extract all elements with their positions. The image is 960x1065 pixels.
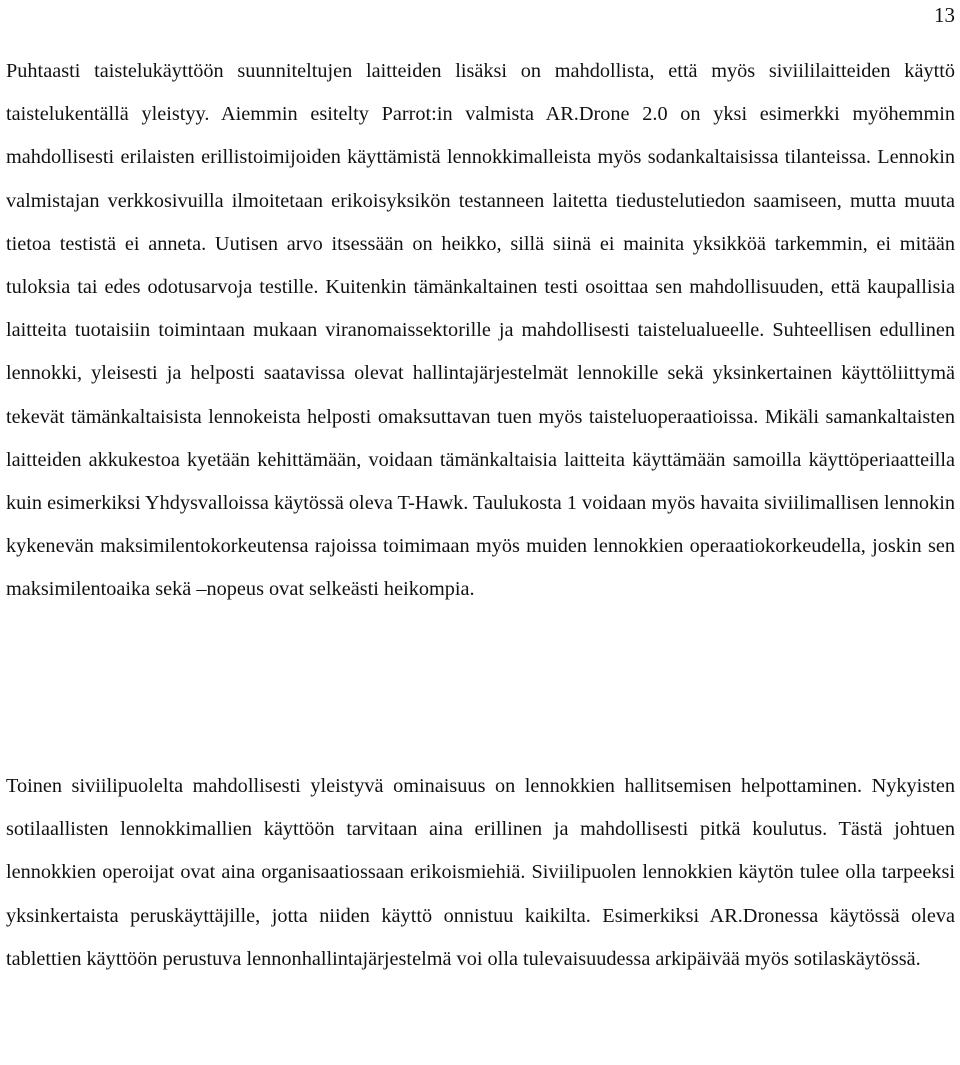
page-number: 13 (934, 3, 955, 27)
paragraph-civilian-drones-in-combat: Puhtaasti taistelukäyttöön suunniteltujen laitteiden lisäksi on mahdollista, että myös siviililaitteiden käyttö taistelukentällä yleistyy. Aiemmin esitelty Parrot:in valmista AR.Drone 2.0 on yksi esimerkki myöhemmin mahdollisesti erilaisten erillistoimijoiden käyttämistä lennokkimalleista myös sodankaltaisissa tilanteissa. Lennokin valmistajan verkkosivuilla ilmoitetaan erikoisyksikön testanneen laitetta tiedustelutiedon saamiseen, mutta muuta tietoa testistä ei anneta. Uutisen arvo itsessään on heikko, sillä siinä ei mainita yksikköä tarkemmin, ei mitään tuloksia tai edes odotusarvoja testille. Kuitenkin tämänkaltainen testi osoittaa sen mahdollisuuden, että kaupallisia laitteita tuotaisiin toimintaan mukaan viranomaissektorille ja mahdollisesti taistelualueelle. Suhteellisen edullinen lennokki, yleisesti ja helposti saatavissa olevat hallintajärjestelmät lennokille sekä yksinkertainen käyttöliittymä tekevät tämänkaltaisista lennokeista helposti omaksuttavan tuen myös taisteluoperaatioissa. Mikäli samankaltaisten laitteiden akkukestoa kyetään kehittämään, voidaan tämänkaltaisia laitteita käyttämään samoilla käyttöperiaatteilla kuin esimerkiksi Yhdysvalloissa käytössä oleva T-Hawk. Taulukosta 1 voidaan myös havaita siviilimallisen lennokin kykenevän maksimilentokorkeutensa rajoissa toimimaan myös muiden lennokkien operaatiokorkeudella, joskin sen maksimilentoaika sekä –nopeus ovat selkeästi heikompia. (6, 60, 955, 601)
paragraph-simplified-control: Toinen siviilipuolelta mahdollisesti yleistyvä ominaisuus on lennokkien hallitsemisen helpottaminen. Nykyisten sotilaallisten lennokkimallien käyttöön tarvitaan aina erillinen ja mahdollisesti pitkä koulutus. Tästä johtuen lennokkien operoijat ovat aina organisaatiossaan erikoismiehiä. Siviilipuolen lennokkien käytön tulee olla tarpeeksi yksinkertaista peruskäyttäjille, jotta niiden käyttö onnistuu kaikilta. Esimerkiksi AR.Dronessa käytössä oleva tablettien käyttöön perustuva lennonhallintajärjestelmä voi olla tulevaisuudessa arkipäivää myös sotilaskäytössä. (6, 775, 955, 970)
